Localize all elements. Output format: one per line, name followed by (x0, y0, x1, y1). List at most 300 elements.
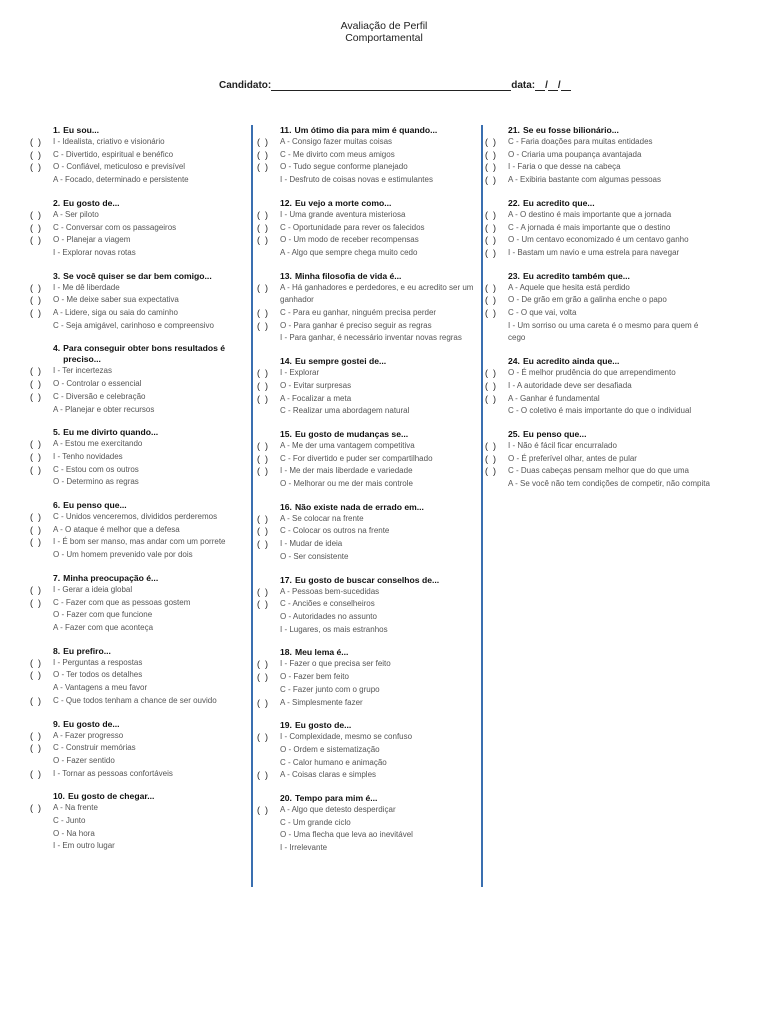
answer-option (485, 136, 715, 149)
answer-checkbox[interactable]: ( ) (30, 537, 41, 548)
answer-option (257, 161, 479, 174)
answer-checkbox[interactable]: ( ) (257, 539, 268, 550)
answer-checkbox[interactable]: ( ) (485, 308, 496, 319)
question-block (257, 793, 479, 855)
answer-text: A - O ataque é melhor que a defesa (53, 524, 180, 534)
title-line-2: Comportamental (345, 32, 423, 44)
answer-option (30, 209, 245, 222)
question-block (485, 198, 715, 260)
answer-option (30, 524, 245, 537)
answer-option (485, 367, 715, 380)
answer-checkbox[interactable]: ( ) (485, 393, 496, 404)
answer-checkbox[interactable]: ( ) (485, 235, 496, 246)
question-heading (257, 429, 479, 440)
answer-checkbox (485, 320, 508, 345)
answer-checkbox[interactable]: ( ) (257, 320, 268, 331)
question-title: Eu gosto de mudanças se... (294, 428, 409, 439)
answer-text: A - Estou me exercitando (53, 439, 143, 449)
answer-checkbox (257, 829, 280, 842)
answer-text: A - Focalizar a meta (280, 393, 352, 403)
heading-spacer (485, 198, 508, 209)
answer-text: I - Me der mais liberdade e variedade (280, 466, 413, 476)
answer-option (30, 464, 245, 477)
answer-option (30, 609, 245, 622)
question-block (485, 356, 715, 418)
answer-text: O - Me deixe saber sua expectativa (53, 295, 179, 305)
answer-checkbox (30, 549, 53, 562)
heading-spacer (30, 791, 53, 802)
question-number: 11. (280, 125, 292, 135)
answer-checkbox[interactable]: ( ) (30, 366, 41, 377)
answer-option (257, 697, 479, 710)
question-number: 1. (53, 125, 61, 135)
candidate-label: Candidato: (219, 80, 272, 91)
question-title: Eu acredito também que... (522, 270, 630, 281)
answer-option (257, 744, 479, 757)
answer-option (30, 391, 245, 404)
answer-text: I - Lugares, os mais estranhos (280, 624, 388, 634)
answer-checkbox[interactable]: ( ) (30, 282, 41, 293)
answer-option (30, 222, 245, 235)
title-line-1: Avaliação de Perfil (340, 20, 428, 32)
answer-text: I - Explorar novas rotas (53, 247, 136, 257)
answer-text: O - Ser consistente (280, 551, 349, 561)
heading-spacer (30, 646, 53, 657)
question-number: 14. (280, 356, 292, 367)
answer-text: A - Ganhar é fundamental (508, 393, 600, 403)
answer-text: A - Vantagens a meu favor (53, 683, 148, 693)
question-title: Eu gosto de... (63, 197, 120, 208)
answer-text: C - For divertido e puder ser compartilhado (280, 453, 433, 463)
answer-checkbox[interactable]: ( ) (30, 597, 41, 608)
answer-checkbox[interactable]: ( ) (30, 451, 41, 462)
heading-spacer (30, 500, 53, 511)
answer-option (257, 684, 479, 697)
heading-spacer (485, 429, 508, 440)
answer-option (257, 332, 479, 345)
answer-option (30, 307, 245, 320)
answer-checkbox[interactable]: ( ) (30, 149, 41, 160)
answer-checkbox[interactable]: ( ) (30, 695, 41, 706)
question-heading (30, 271, 245, 282)
answer-option (257, 513, 479, 526)
question-number: 23. (508, 270, 520, 281)
answer-text: A - Algo que sempre chega muito cedo (280, 247, 418, 257)
answer-checkbox[interactable]: ( ) (30, 295, 41, 306)
answer-checkbox[interactable]: ( ) (485, 453, 496, 464)
question-heading (30, 427, 245, 438)
answer-text: I - Para ganhar, é necessário inventar novas regras (280, 333, 462, 343)
answer-text: O - Um modo de receber recompensas (280, 235, 419, 245)
answer-text: I - Perguntas a respostas (53, 657, 143, 667)
answer-text: C - Faria doações para muitas entidades (508, 137, 653, 146)
answer-checkbox[interactable]: ( ) (485, 149, 496, 160)
answer-checkbox (257, 478, 280, 491)
answer-checkbox[interactable]: ( ) (257, 770, 268, 781)
question-title: Não existe nada de errado em... (294, 501, 424, 512)
answer-checkbox[interactable]: ( ) (257, 513, 268, 524)
answer-checkbox[interactable]: ( ) (30, 137, 41, 147)
question-heading (30, 573, 245, 584)
answer-text: I - Gerar a ideia global (53, 584, 133, 594)
answer-option (485, 320, 715, 345)
question-title: Eu gosto de... (294, 720, 352, 731)
question-title: Eu sempre gostei de... (294, 356, 387, 367)
answer-checkbox (257, 757, 280, 770)
answer-text: A - Planejar e obter recursos (53, 404, 155, 414)
answer-option (485, 209, 715, 222)
answer-option (257, 586, 479, 599)
answer-text: A - O destino é mais importante que a jornada (508, 209, 672, 219)
answer-text: I - Complexidade, mesmo se confuso (280, 732, 413, 742)
answer-checkbox[interactable]: ( ) (485, 222, 496, 233)
answer-option (30, 282, 245, 295)
question-title: Eu penso que... (522, 428, 587, 439)
answer-text: O - Fazer sentido (53, 755, 115, 765)
answer-checkbox[interactable]: ( ) (257, 466, 268, 477)
answer-option (257, 671, 479, 684)
answer-checkbox (257, 405, 280, 418)
answer-option (30, 669, 245, 682)
answer-checkbox[interactable]: ( ) (30, 379, 41, 390)
answer-text: C - Calor humano e animação (280, 757, 387, 767)
answer-option (257, 380, 479, 393)
question-title: Eu gosto de buscar conselhos de... (294, 574, 440, 585)
answer-option (257, 817, 479, 830)
answer-checkbox[interactable]: ( ) (485, 175, 496, 186)
question-heading (30, 343, 245, 365)
question-number: 18. (280, 647, 292, 658)
answer-option (257, 307, 479, 320)
answer-checkbox[interactable]: ( ) (257, 732, 268, 743)
answer-checkbox[interactable]: ( ) (30, 730, 41, 741)
answer-checkbox[interactable]: ( ) (30, 768, 41, 779)
answer-checkbox (257, 624, 280, 637)
answer-text: C - Que todos tenham a chance de ser ouvido (53, 695, 217, 705)
answer-checkbox[interactable]: ( ) (485, 380, 496, 391)
answer-checkbox[interactable]: ( ) (485, 466, 496, 477)
answer-option (30, 840, 245, 853)
answer-checkbox[interactable]: ( ) (257, 282, 268, 293)
answer-text: A - Lidere, siga ou saia do caminho (53, 308, 178, 318)
heading-spacer (30, 719, 53, 730)
column-divider (481, 125, 483, 887)
answer-text: I - Faria o que desse na cabeça (508, 162, 621, 172)
answer-option (30, 365, 245, 378)
date-day-field[interactable] (535, 81, 545, 91)
answer-option (485, 453, 715, 466)
answer-option (257, 247, 479, 260)
question-title: Minha filosofia de vida é... (294, 270, 402, 281)
answer-option (30, 234, 245, 247)
answer-checkbox[interactable]: ( ) (257, 805, 268, 816)
answer-checkbox (257, 332, 280, 345)
answer-option (485, 282, 715, 295)
answer-checkbox[interactable]: ( ) (30, 512, 41, 523)
answer-checkbox[interactable]: ( ) (30, 524, 41, 535)
answer-text: A - Algo que detesto desperdiçar (280, 805, 396, 815)
question-title: Um ótimo dia para mim é quando... (294, 125, 438, 135)
answer-checkbox (257, 174, 280, 187)
answer-checkbox[interactable]: ( ) (257, 149, 268, 160)
question-block (30, 427, 245, 489)
answer-text: I - A autoridade deve ser desafiada (508, 380, 632, 390)
heading-spacer (485, 125, 508, 136)
answer-checkbox[interactable]: ( ) (257, 222, 268, 233)
question-number: 2. (53, 197, 61, 208)
answer-text: I - Irrelevante (280, 843, 328, 853)
answer-option (30, 695, 245, 708)
answer-text: C - Colocar os outros na frente (280, 526, 390, 536)
candidate-name-field[interactable] (271, 81, 511, 91)
answer-option (30, 161, 245, 174)
answer-checkbox[interactable]: ( ) (257, 162, 268, 173)
answer-text: A - Na frente (53, 803, 98, 813)
answer-checkbox[interactable]: ( ) (257, 586, 268, 597)
answer-checkbox[interactable]: ( ) (257, 526, 268, 537)
answer-option (257, 234, 479, 247)
question-number: 16. (280, 501, 292, 512)
answer-option (257, 478, 479, 491)
answer-text: C - O que vai, volta (508, 308, 577, 318)
answer-checkbox[interactable]: ( ) (485, 162, 496, 173)
answer-text: C - Seja amigável, carinhoso e compreensivo (53, 320, 214, 330)
answer-option (485, 380, 715, 393)
answer-checkbox (257, 817, 280, 830)
answer-checkbox[interactable]: ( ) (30, 439, 41, 450)
date-label: data: (511, 80, 536, 91)
question-number: 10. (53, 791, 65, 802)
question-title: Eu vejo a morte como... (294, 197, 392, 208)
answer-checkbox[interactable]: ( ) (257, 380, 268, 391)
answer-option (257, 611, 479, 624)
answer-checkbox[interactable]: ( ) (485, 247, 496, 258)
answer-option (30, 768, 245, 781)
answer-option (257, 393, 479, 406)
answer-text: A - Consigo fazer muitas coisas (280, 137, 393, 146)
question-block (30, 343, 245, 416)
answer-checkbox (30, 174, 53, 187)
answer-option (30, 136, 245, 149)
question-title: Eu me divirto quando... (63, 427, 159, 438)
answer-checkbox (257, 611, 280, 624)
question-number: 21. (508, 125, 520, 135)
answer-text: C - A jornada é mais importante que o destino (508, 222, 671, 232)
heading-spacer (30, 198, 53, 209)
answer-text: I - Tornar as pessoas confortáveis (53, 768, 173, 778)
answer-option (257, 282, 479, 307)
answer-checkbox (257, 842, 280, 855)
question-title: Eu prefiro... (63, 645, 111, 656)
answer-option (257, 731, 479, 744)
answer-text: C - Duas cabeças pensam melhor que do que uma (508, 466, 689, 476)
answer-checkbox (30, 320, 53, 333)
question-block (257, 271, 479, 346)
answer-checkbox[interactable]: ( ) (30, 743, 41, 754)
answer-checkbox[interactable]: ( ) (30, 464, 41, 475)
heading-spacer (485, 356, 508, 367)
answer-text: O - Determino as regras (53, 477, 139, 487)
answer-text: I - Fazer o que precisa ser feito (280, 659, 391, 669)
date-separator: / (545, 80, 548, 91)
answer-checkbox[interactable]: ( ) (485, 209, 496, 220)
answer-text: O - Um centavo economizado é um centavo ganho (508, 235, 689, 245)
answer-checkbox[interactable]: ( ) (257, 599, 268, 610)
answer-text: O - Fazer bem feito (280, 672, 349, 682)
answer-text: C - O coletivo é mais importante do que o individual (508, 406, 692, 416)
answer-text: O - Confiável, meticuloso e previsível (53, 162, 186, 172)
answer-text: I - Idealista, criativo e visionário (53, 137, 165, 146)
question-block (30, 125, 245, 187)
answer-text: O - Planejar a viagem (53, 235, 131, 245)
question-block (485, 125, 715, 187)
answer-text: C - Um grande ciclo (280, 817, 351, 827)
answer-text: I - Bastam um navio e uma estrela para navegar (508, 247, 680, 257)
answer-option (485, 393, 715, 406)
question-heading (485, 356, 715, 367)
answer-option (257, 453, 479, 466)
answer-text: A - Simplesmente fazer (280, 697, 363, 707)
question-block (257, 356, 479, 418)
answer-checkbox[interactable]: ( ) (257, 672, 268, 683)
question-number: 12. (280, 197, 292, 208)
answer-option (257, 551, 479, 564)
answer-checkbox[interactable]: ( ) (257, 697, 268, 708)
answer-text: I - Mudar de ideia (280, 539, 343, 549)
answer-checkbox[interactable]: ( ) (257, 440, 268, 451)
answer-checkbox[interactable]: ( ) (30, 162, 41, 173)
answer-checkbox[interactable]: ( ) (485, 282, 496, 293)
question-block (257, 429, 479, 491)
question-title: Eu acredito ainda que... (522, 356, 620, 367)
question-block (30, 198, 245, 260)
answer-checkbox[interactable]: ( ) (30, 308, 41, 319)
answer-text: O - Tudo segue conforme planejado (280, 162, 408, 172)
answer-text: C - Fazer com que as pessoas gostem (53, 597, 191, 607)
answer-text: I - Me dê liberdade (53, 282, 120, 292)
answer-text: A - Exibiria bastante com algumas pessoas (508, 175, 661, 185)
answer-option (30, 404, 245, 417)
question-heading (485, 271, 715, 282)
answer-checkbox[interactable]: ( ) (257, 368, 268, 379)
answer-checkbox[interactable]: ( ) (257, 659, 268, 670)
answer-checkbox[interactable]: ( ) (30, 235, 41, 246)
question-heading (30, 198, 245, 209)
answer-checkbox[interactable]: ( ) (257, 393, 268, 404)
answer-option (30, 378, 245, 391)
question-heading (257, 575, 479, 586)
answer-checkbox[interactable]: ( ) (257, 209, 268, 220)
answer-checkbox[interactable]: ( ) (30, 670, 41, 681)
answer-checkbox[interactable]: ( ) (30, 657, 41, 668)
answer-text: A - Aquele que hesita está perdido (508, 282, 630, 292)
answer-checkbox[interactable]: ( ) (30, 803, 41, 814)
answer-checkbox[interactable]: ( ) (30, 391, 41, 402)
answer-text: A - Fazer progresso (53, 730, 124, 740)
answer-option (257, 525, 479, 538)
answer-checkbox[interactable]: ( ) (30, 584, 41, 595)
answer-option (485, 478, 715, 491)
answer-checkbox (257, 551, 280, 564)
answer-text: A - Pessoas bem-sucedidas (280, 586, 380, 596)
answer-text: C - Fazer junto com o grupo (280, 684, 380, 694)
heading-spacer (257, 356, 280, 367)
question-title: Tempo para mim é... (294, 793, 378, 804)
answer-option (257, 598, 479, 611)
answer-checkbox[interactable]: ( ) (485, 368, 496, 379)
answer-option (257, 320, 479, 333)
question-number: 4. (53, 343, 61, 354)
candidate-row (219, 80, 571, 91)
answer-option (485, 161, 715, 174)
answer-option (485, 234, 715, 247)
heading-spacer (257, 502, 280, 513)
answer-checkbox (485, 478, 508, 491)
question-heading (30, 646, 245, 657)
answer-option (30, 149, 245, 162)
question-heading (257, 502, 479, 513)
answer-checkbox (30, 828, 53, 841)
date-year-field[interactable] (561, 81, 571, 91)
question-block (257, 720, 479, 782)
answer-option (30, 742, 245, 755)
answer-checkbox[interactable]: ( ) (257, 137, 268, 147)
answer-checkbox[interactable]: ( ) (30, 209, 41, 220)
answer-text: A - Ser piloto (53, 209, 99, 219)
answer-option (257, 829, 479, 842)
question-heading (30, 125, 245, 136)
answer-checkbox[interactable]: ( ) (257, 235, 268, 246)
heading-spacer (257, 125, 280, 136)
heading-spacer (257, 198, 280, 209)
answer-text: O - Na hora (53, 828, 95, 838)
answer-checkbox (30, 755, 53, 768)
answer-option (30, 755, 245, 768)
answer-checkbox[interactable]: ( ) (257, 453, 268, 464)
answer-text: I - Não é fácil ficar encurralado (508, 440, 617, 450)
answer-checkbox[interactable]: ( ) (485, 440, 496, 451)
answer-option (30, 549, 245, 562)
answer-option (30, 247, 245, 260)
question-title: Eu sou... (63, 125, 99, 135)
question-heading (257, 198, 479, 209)
answer-checkbox[interactable]: ( ) (30, 222, 41, 233)
answer-checkbox[interactable]: ( ) (485, 137, 496, 147)
question-number: 13. (280, 270, 292, 281)
answer-option (30, 174, 245, 187)
answer-checkbox (30, 247, 53, 260)
answer-text: I - É bom ser manso, mas andar com um porrete (53, 537, 226, 547)
answer-text: I - Um sorriso ou uma careta é o mesmo para quem é cego (508, 320, 699, 343)
answer-text: C - Para eu ganhar, ninguém precisa perder (280, 308, 437, 318)
answer-text: O - Para ganhar é preciso seguir as regras (280, 320, 432, 330)
answer-option (30, 657, 245, 670)
answer-text: C - Unidos venceremos, divididos perderemos (53, 512, 218, 522)
question-number: 15. (280, 428, 292, 439)
date-month-field[interactable] (548, 81, 558, 91)
answer-option (485, 222, 715, 235)
answer-option (30, 622, 245, 635)
page-title (0, 20, 768, 44)
heading-spacer (30, 271, 53, 282)
answer-text: C - Oportunidade para rever os falecidos (280, 222, 425, 232)
answer-checkbox[interactable]: ( ) (485, 295, 496, 306)
answer-text: A - Há ganhadores e perdedores, e eu acredito ser um ganhador (280, 282, 474, 305)
question-number: 7. (53, 572, 61, 583)
answer-checkbox[interactable]: ( ) (257, 308, 268, 319)
question-block (257, 575, 479, 637)
question-number: 3. (53, 270, 61, 281)
